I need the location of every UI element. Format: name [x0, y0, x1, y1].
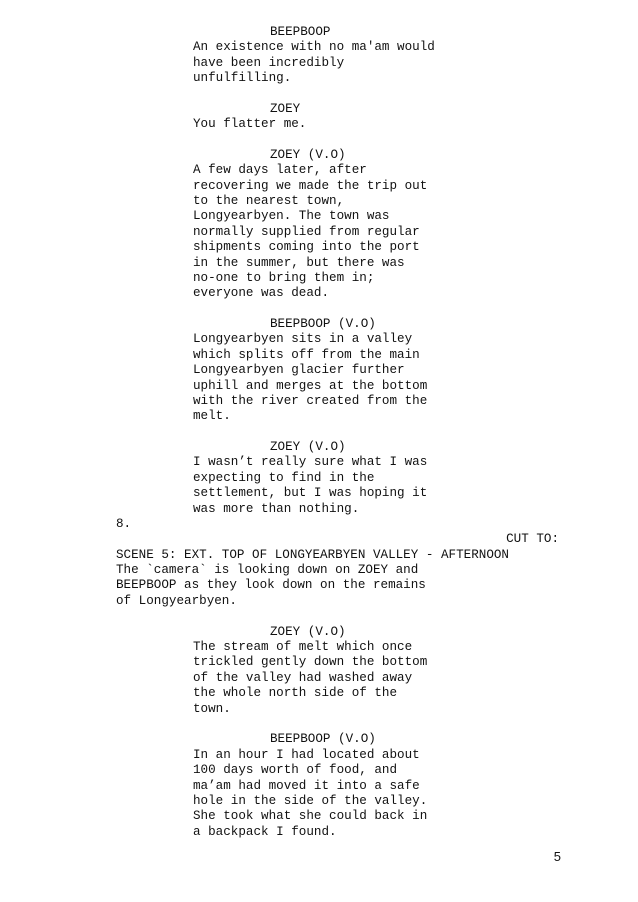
dialogue-line: which splits off from the main	[193, 348, 420, 362]
dialogue-line: settlement, but I was hoping it	[193, 486, 428, 500]
dialogue-line: ma’am had moved it into a safe	[193, 779, 420, 793]
dialogue-line: Longyearbyen. The town was	[193, 209, 390, 223]
action-line: BEEPBOOP as they look down on the remains	[116, 578, 426, 592]
dialogue-line: everyone was dead.	[193, 286, 330, 300]
dialogue-line: the whole north side of the	[193, 686, 398, 700]
character-cue: ZOEY (V.O)	[270, 440, 346, 454]
dialogue-line: In an hour I had located about	[193, 748, 420, 762]
character-cue: ZOEY (V.O)	[270, 625, 346, 639]
character-cue: BEEPBOOP (V.O)	[270, 317, 376, 331]
dialogue-line: recovering we made the trip out	[193, 179, 428, 193]
action-line: of Longyearbyen.	[116, 594, 237, 608]
dialogue-line: with the river created from the	[193, 394, 428, 408]
dialogue-line: The stream of melt which once	[193, 640, 413, 654]
dialogue-line: I wasn’t really sure what I was	[193, 455, 428, 469]
dialogue-line: Longyearbyen glacier further	[193, 363, 405, 377]
dialogue-line: uphill and merges at the bottom	[193, 379, 428, 393]
action-line: The `camera` is looking down on ZOEY and	[116, 563, 419, 577]
character-cue: ZOEY (V.O)	[270, 148, 346, 162]
dialogue-line: 100 days worth of food, and	[193, 763, 398, 777]
dialogue-line: of the valley had washed away	[193, 671, 413, 685]
dialogue-line: to the nearest town,	[193, 194, 345, 208]
character-cue: BEEPBOOP	[270, 25, 331, 39]
dialogue-line: town.	[193, 702, 231, 716]
dialogue-line: expecting to find in the	[193, 471, 375, 485]
dialogue-line: You flatter me.	[193, 117, 307, 131]
character-cue: BEEPBOOP (V.O)	[270, 732, 376, 746]
scene-heading: SCENE 5: EXT. TOP OF LONGYEARBYEN VALLEY - AFTERNOON	[116, 548, 509, 562]
dialogue-line: was more than nothing.	[193, 502, 360, 516]
dialogue-line: in the summer, but there was	[193, 256, 405, 270]
dialogue-line: a backpack I found.	[193, 825, 337, 839]
character-cue: ZOEY	[270, 102, 301, 116]
dialogue-line: trickled gently down the bottom	[193, 655, 428, 669]
dialogue-line: have been incredibly	[193, 56, 345, 70]
dialogue-line: She took what she could back in	[193, 809, 428, 823]
dialogue-line: no-one to bring them in;	[193, 271, 375, 285]
dialogue-line: Longyearbyen sits in a valley	[193, 332, 413, 346]
dialogue-line: unfulfilling.	[193, 71, 292, 85]
dialogue-line: shipments coming into the port	[193, 240, 420, 254]
dialogue-line: An existence with no ma'am would	[193, 40, 435, 54]
dialogue-line: melt.	[193, 409, 231, 423]
page-number: 5	[553, 849, 561, 864]
transition: CUT TO:	[506, 532, 559, 546]
dialogue-line: normally supplied from regular	[193, 225, 420, 239]
scene-number: 8.	[116, 517, 132, 531]
dialogue-line: hole in the side of the valley.	[193, 794, 428, 808]
dialogue-line: A few days later, after	[193, 163, 367, 177]
